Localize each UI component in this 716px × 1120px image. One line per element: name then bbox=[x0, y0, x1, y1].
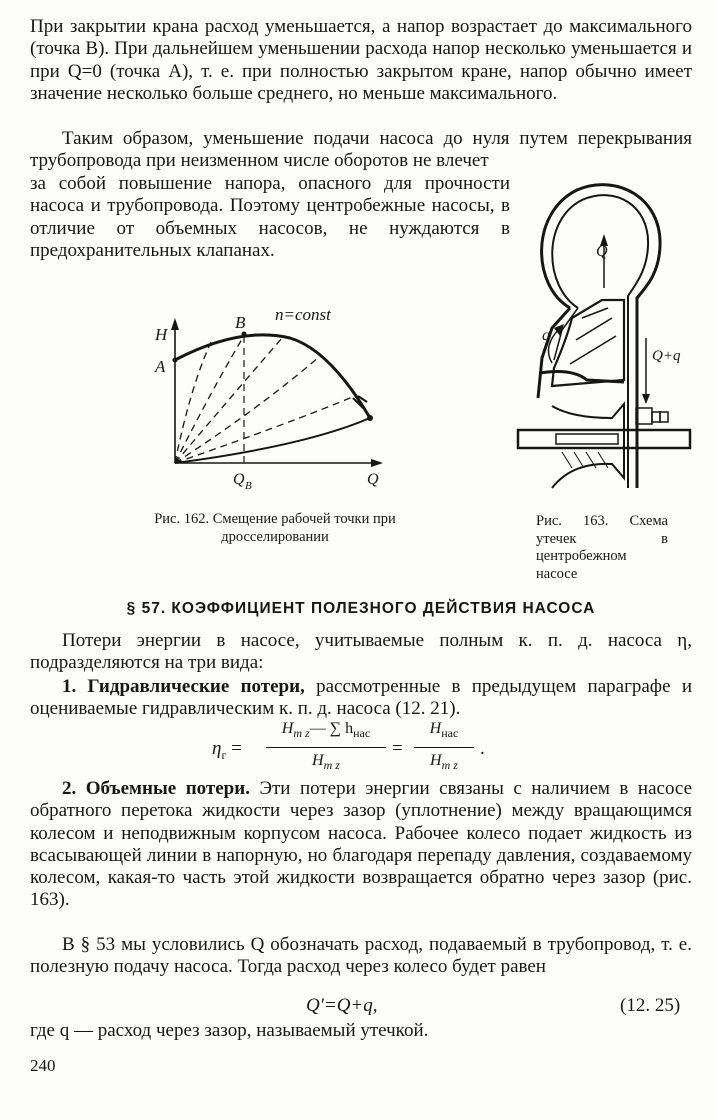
paragraph-hydraulic-losses bbox=[30, 676, 692, 721]
shaft-key bbox=[556, 434, 618, 444]
throttle-curves bbox=[175, 334, 355, 463]
fraction-line-1 bbox=[266, 747, 386, 748]
figure-162-caption: Рис. 162. Смещение рабочей точки при дросселировании bbox=[154, 511, 396, 545]
paragraph-conclusion-start: Таким образом, уменьшение подачи насоса до нуля путем перекрывания трубопровода при неизменном числе оборотов не влечет bbox=[30, 128, 692, 172]
fraction-line-2 bbox=[414, 747, 474, 748]
hub bbox=[552, 404, 624, 488]
formula-period: . bbox=[480, 738, 485, 759]
paragraph-losses-intro: Потери энергии в насосе, учитываемые полным к. п. д. насоса η, подразделяются на три вида: bbox=[30, 630, 692, 674]
formula-numerator-2: $H_{нас}$ bbox=[429, 720, 459, 741]
label-q-axis: Q bbox=[367, 471, 379, 488]
shaft bbox=[518, 430, 690, 448]
figure-163-pump-scheme bbox=[512, 168, 702, 498]
page-number: 240 bbox=[30, 1056, 56, 1075]
h-axis-arrow bbox=[171, 318, 179, 330]
label-a: A bbox=[155, 357, 166, 376]
paragraph-volumetric-losses bbox=[30, 778, 692, 912]
label-q-leak: q bbox=[542, 327, 550, 344]
volumetric-losses-lead: 2. Объемные потери. bbox=[62, 778, 250, 799]
point-b bbox=[242, 332, 247, 337]
section-heading: § 57. КОЭФФИЦИЕНТ ПОЛЕЗНОГО ДЕЙСТВИЯ НАСОСА bbox=[126, 600, 596, 617]
figure-162-hq-diagram bbox=[145, 298, 395, 498]
label-b: B bbox=[235, 313, 246, 332]
formula-denominator-1: $H_{т z}$ bbox=[312, 752, 340, 773]
label-q-flow: Q bbox=[596, 243, 608, 260]
label-h: H bbox=[155, 325, 168, 344]
point-a bbox=[173, 358, 178, 363]
seal-2 bbox=[660, 412, 668, 422]
label-qb: Q bbox=[233, 471, 245, 488]
paragraph-throttling: При закрытии крана расход уменьшается, а напор возрастает до максимального (точка B). При дальнейшем уменьшении расхода напор несколько уменьшается и при Q=0 (точка A), т. е. при полностью закрытом кране, напор обычно имеет значение несколько больше среднего, но меньше максимального. bbox=[30, 16, 692, 104]
label-q-plus-q: Q+q bbox=[652, 348, 681, 364]
paragraph-flow-definition: В § 53 мы условились Q обозначать расход, подаваемый в трубопровод, т. е. полезную подачу насоса. Тогда расход через колесо будет равен bbox=[30, 934, 692, 978]
label-n-const: n=const bbox=[275, 305, 331, 324]
volumetric-losses-text: Эти потери энергии связаны с наличием в насосе обратного перетока жидкости через зазор (уплотнение) между вращающимся колесом и неподвижным корпусом насоса. Рабочее колесо подает жидкость из всасывающей линии в напорную, но благодаря перепаду давления, создаваемому колесом, какая-то часть этой жидкости возвращается обратно через зазор (рис. 163). bbox=[30, 778, 693, 911]
formula-equals: = bbox=[392, 738, 403, 759]
label-qb-sub: B bbox=[245, 480, 252, 492]
paragraph-leakage: где q — расход через зазор, называемый утечкой. bbox=[30, 1020, 429, 1041]
formula-flow: Q′=Q+q, bbox=[306, 995, 378, 1016]
q-axis-arrow bbox=[371, 459, 383, 467]
formula-denominator-2: $H_{т z}$ bbox=[430, 752, 458, 773]
point-work bbox=[367, 415, 373, 421]
seal-1 bbox=[652, 412, 660, 422]
formula-lhs: $\eta_г$ = bbox=[212, 738, 242, 762]
formula-numerator-1: $H_{т z}—$ ∑ $h_{нас}$ bbox=[281, 720, 371, 741]
impeller-vanes bbox=[570, 308, 616, 364]
hydraulic-losses-lead: 1. Гидравлические потери, bbox=[62, 676, 305, 697]
flow-qq-arrowhead bbox=[642, 394, 650, 404]
paragraph-conclusion-end: за собой повышение напора, опасного для прочности насоса и трубопровода. Поэтому центробежные насосы, в отличие от объемных насосов, не нуждаются в предохранительных клапанах. bbox=[30, 173, 510, 261]
hydraulic-losses-text: рассмотренные в предыдущем параграфе и оцениваемые гидравлическим к. п. д. насоса (12. 21). bbox=[30, 676, 692, 720]
formula-flow-number: (12. 25) bbox=[620, 995, 681, 1016]
system-curve bbox=[175, 418, 370, 463]
volute-outer bbox=[542, 185, 660, 488]
figure-163-caption: Рис. 163. Схема утечек в центробежном насосе bbox=[536, 513, 668, 582]
